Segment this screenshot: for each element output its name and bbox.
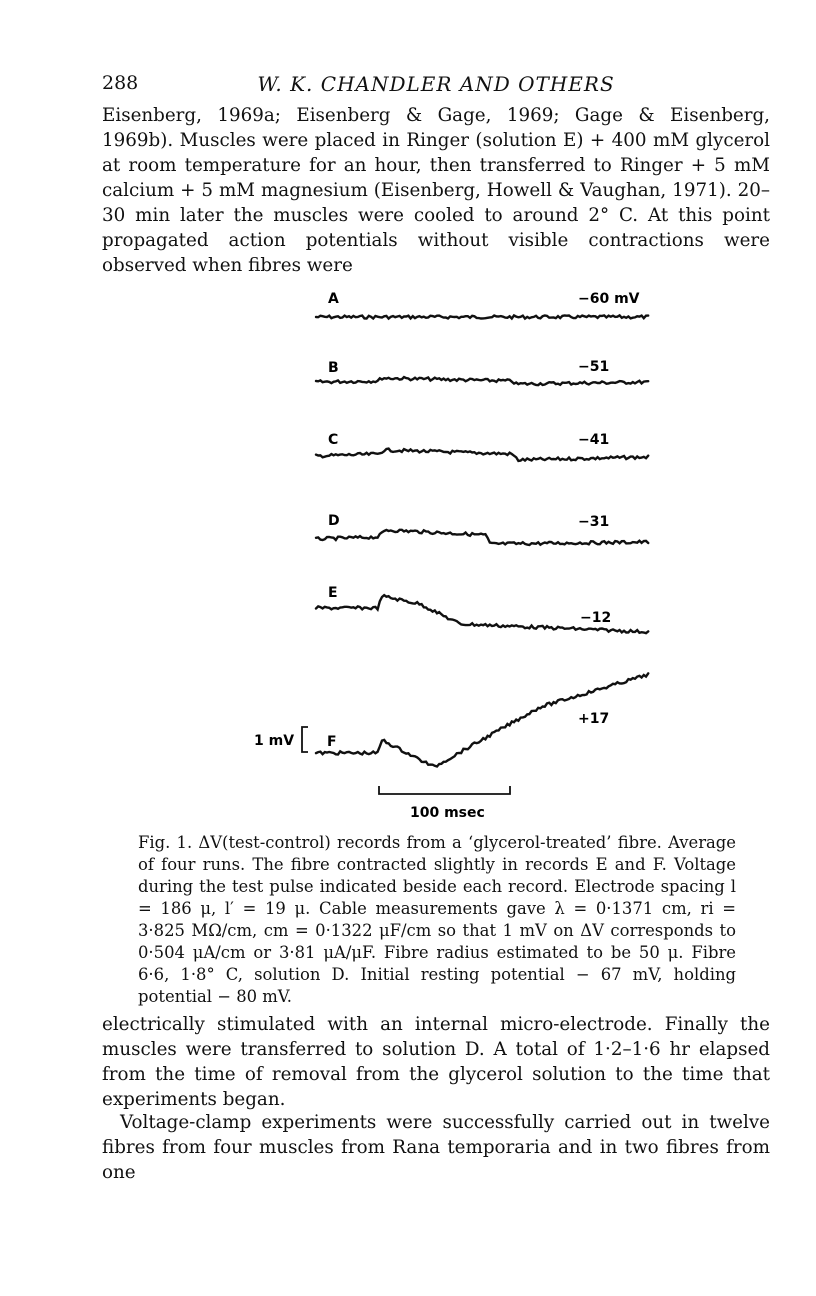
- page-number: 288: [102, 72, 139, 94]
- record-voltage-e: −12: [580, 610, 612, 626]
- voltage-traces-plot: [250, 282, 660, 821]
- trace-c: [316, 449, 648, 461]
- record-label-c: C: [328, 432, 339, 448]
- voltage-scale-label: 1 mV: [254, 733, 295, 749]
- record-label-a: A: [328, 291, 339, 307]
- trace-a: [316, 315, 648, 318]
- page-header: [102, 72, 770, 100]
- time-scale-label: 100 msec: [410, 805, 485, 821]
- record-label-d: D: [328, 513, 340, 529]
- paragraph-3: Voltage-clamp experiments were successfully carried out in twelve fibres from four muscles from Rana temporaria and in two fibres from one: [102, 1112, 770, 1183]
- record-label-b: B: [328, 360, 339, 376]
- time-scale-bar: [379, 786, 510, 794]
- record-voltage-f: +17: [578, 711, 610, 727]
- figure-caption: Fig. 1. ΔV(test-control) records from a ‘glycerol-treated’ fibre. Average of four runs. The fibre contracted slightly in records E and F. Voltage during the test pulse indicated beside each record. Electrode spacing l = 186 μ, l′ = 19 μ. Cable measurements gave λ = 0·1371 cm, ri = 3·825 MΩ/cm, cm = 0·1322 μF/cm so that 1 mV on ΔV corresponds to 0·504 μA/cm or 3·81 μA/μF. Fibre radius estimated to be 50 μ. Fibre 6·6, 1·8° C, solution D. Initial resting potential − 67 mV, holding potential − 80 mV.: [138, 833, 736, 1006]
- trace-b: [316, 377, 648, 385]
- voltage-scale-bar: [302, 727, 308, 752]
- record-label-f: F: [327, 734, 337, 750]
- record-label-e: E: [328, 585, 338, 601]
- figure-1: [250, 282, 660, 821]
- record-voltage-c: −41: [578, 432, 610, 448]
- trace-d: [316, 530, 648, 545]
- paragraph-1: Eisenberg, 1969a; Eisenberg & Gage, 1969; Gage & Eisenberg, 1969b). Muscles were placed in Ringer (solution E) + 400 mM glycerol at room temperature for an hour, then transferred to Ringer + 5 mM calcium + 5 mM magnesium (Eisenberg, Howell & Vaughan, 1971). 20–30 min later the muscles were cooled to around 2° C. At this point propagated action potentials without visible contractions were observed when fibres were: [102, 105, 770, 276]
- paragraph-2: electrically stimulated with an internal micro-electrode. Finally the muscles were transferred to solution D. A total of 1·2–1·6 hr elapsed from the time of removal from the glycerol solution to the time that experiments began.: [102, 1014, 770, 1110]
- record-voltage-b: −51: [578, 359, 610, 375]
- running-head: W. K. CHANDLER AND OTHERS: [257, 72, 615, 96]
- record-voltage-a: −60 mV: [578, 291, 640, 307]
- record-voltage-d: −31: [578, 514, 610, 530]
